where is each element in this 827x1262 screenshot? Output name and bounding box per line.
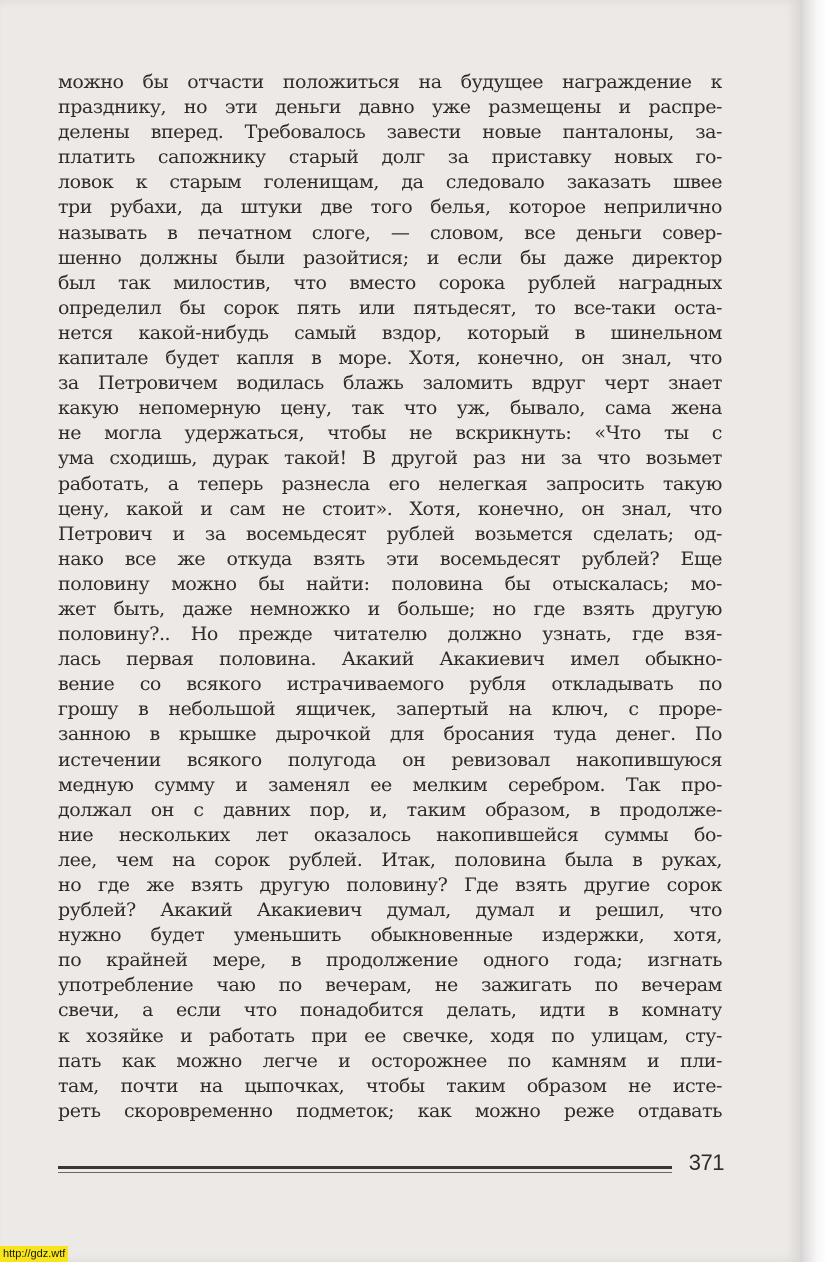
text-line: употребление чаю по вечерам, не зажигать по вечерам [58,974,722,997]
text-line: ловок к старым голенищам, да следовало заказать швее [58,171,722,194]
text-line: был так милостив, что вместо сорока рублей наградных [58,271,722,294]
text-line: делены вперед. Требовалось завести новые панталоны, за- [58,121,722,144]
text-line: истечении всякого полугода он ревизовал накопившуюся [58,748,722,771]
text-line: празднику, но эти деньги давно уже размещены и распре- [58,96,722,119]
page-edge-shadow [800,0,827,1262]
text-line: пать как можно легче и осторожнее по камням и пли- [58,1049,722,1072]
text-line: работать, а теперь разнесла его нелегкая запросить такую [58,472,722,495]
text-line: там, почти на цыпочках, чтобы таким образом не исте- [58,1074,722,1097]
text-line: платить сапожнику старый долг за приставку новых го- [58,146,722,169]
page-number: 371 [688,1150,724,1175]
text-line: половину можно бы найти: половина бы отыскалась; мо- [58,572,722,595]
text-line: определил бы сорок пять или пятьдесят, то все-таки оста- [58,296,722,319]
text-line: жет быть, даже немножко и больше; но где взять другую [58,597,722,620]
text-line: называть в печатном слоге, — словом, все деньги совер- [58,221,722,244]
text-line: лее, чем на сорок рублей. Итак, половина была в руках, [58,848,722,871]
footer-rule [58,1166,672,1169]
text-line: Петрович и за восемьдесят рублей возьмется сделать; од- [58,522,722,545]
text-line: нужно будет уменьшить обыкновенные издержки, хотя, [58,924,722,947]
text-line: половину?.. Но прежде читателю должно узнать, где взя- [58,623,722,646]
body-text [58,70,722,1124]
watermark-url: http://gdz.wtf [0,1246,68,1262]
text-line: к хозяйке и работать при ее свечке, ходя по улицам, сту- [58,1024,722,1047]
text-line: три рубахи, да штуки две того белья, которое неприлично [58,196,722,219]
text-line: занною в крышке дырочкой для бросания туда денег. По [58,723,722,746]
text-line: грошу в небольшой ящичек, запертый на ключ, с проре- [58,698,722,721]
text-line: не могла удержаться, чтобы не вскрикнуть: «Что ты с [58,422,722,445]
text-line: какую непомерную цену, так что уж, бывало, сама жена [58,397,722,420]
text-line: капитале будет капля в море. Хотя, конечно, он знал, что [58,347,722,370]
text-line: свечи, а если что понадобится делать, идти в комнату [58,999,722,1022]
footer-rule-thin [58,1172,672,1173]
text-line: шенно должны были разойтися; и если бы даже директор [58,246,722,269]
text-line: по крайней мере, в продолжение одного года; изгнать [58,949,722,972]
text-line: вение со всякого истрачиваемого рубля откладывать по [58,673,722,696]
text-line: ума сходишь, дурак такой! В другой раз ни за что возьмет [58,447,722,470]
text-line: должал он с давних пор, и, таким образом, в продолже- [58,798,722,821]
text-line: медную сумму и заменял ее мелким серебром. Так про- [58,773,722,796]
text-line: реть скоровременно подметок; как можно реже отдавать [58,1099,722,1122]
text-line: за Петровичем водилась блажь заломить вдруг черт знает [58,372,722,395]
text-line: нется какой-нибудь самый вздор, который в шинельном [58,321,722,344]
text-line: цену, какой и сам не стоит». Хотя, конечно, он знал, что [58,497,722,520]
text-line: можно бы отчасти положиться на будущее награждение к [58,71,722,93]
text-line: но где же взять другую половину? Где взять другие сорок [58,874,722,896]
text-line: нако все же откуда взять эти восемьдесят рублей? Еще [58,547,722,570]
text-line: ние нескольких лет оказалось накопившейся суммы бо- [58,823,722,846]
text-line: лась первая половина. Акакий Акакиевич имел обыкно- [58,648,722,671]
text-line: рублей? Акакий Акакиевич думал, думал и решил, что [58,899,722,922]
